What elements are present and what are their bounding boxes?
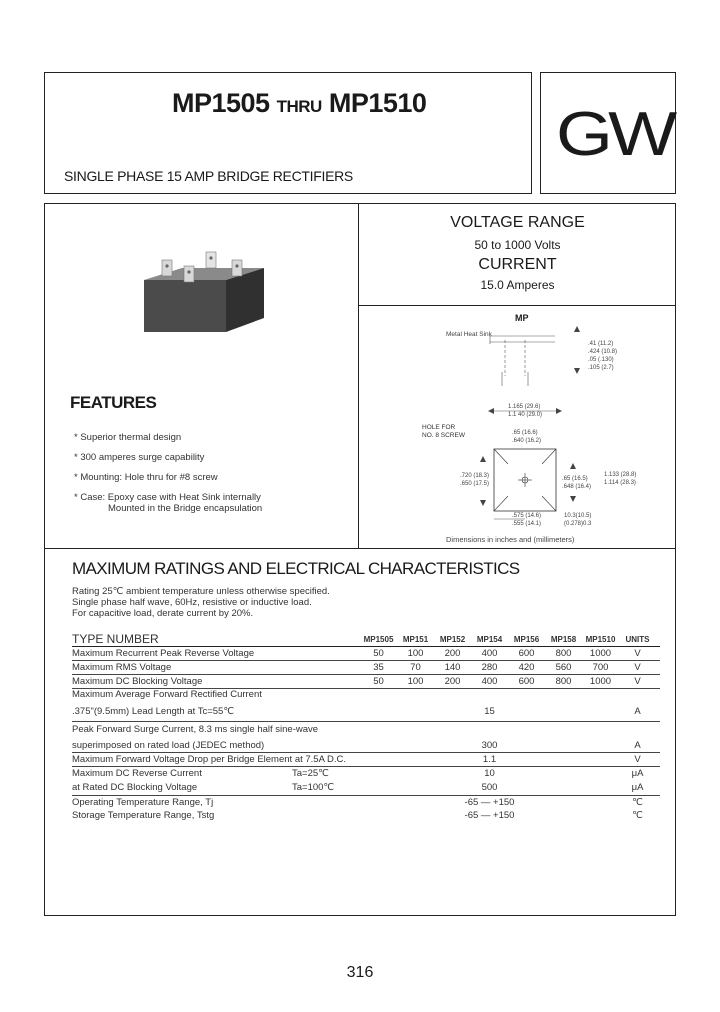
- feature-item: * Mounting: Hole thru for #8 screw: [74, 472, 218, 483]
- dim-label: .575 (14.6): [512, 513, 542, 519]
- features-title: FEATURES: [70, 393, 157, 412]
- cell: 100: [407, 676, 424, 687]
- table-row: [72, 675, 660, 689]
- ratings-table: [72, 632, 660, 822]
- row-label: at Rated DC Blocking Voltage: [72, 782, 198, 793]
- cell: 1.1: [482, 754, 497, 765]
- cell: 50: [373, 648, 384, 659]
- column-header: MP154: [476, 634, 503, 644]
- vertical-divider: [358, 203, 359, 549]
- part-end: MP1510: [328, 88, 427, 118]
- dim-label: 1.165 (29.6): [508, 404, 541, 410]
- page-number: 316: [346, 964, 374, 981]
- unit-cell: V: [634, 676, 641, 687]
- condition: Ta=25℃: [292, 768, 329, 779]
- unit-cell: μA: [631, 768, 644, 779]
- cell: 1000: [589, 676, 612, 687]
- row-label: Maximum RMS Voltage: [72, 662, 172, 673]
- package-label: MP: [515, 313, 529, 323]
- column-header: MP151: [402, 634, 429, 644]
- cell: 10: [484, 768, 495, 779]
- dim-label: .105 (2.7): [588, 365, 614, 371]
- unit-cell: A: [634, 740, 641, 751]
- row-label: superimposed on rated load (JEDEC method): [72, 740, 265, 751]
- table-row: [72, 809, 660, 822]
- unit-cell: V: [634, 648, 641, 659]
- heat-sink-label: Metal Heat Sink: [446, 331, 492, 338]
- column-header: MP152: [439, 634, 466, 644]
- condition: Ta=100℃: [292, 782, 335, 793]
- dim-label: .65 (16.5): [562, 476, 588, 482]
- subtitle: SINGLE PHASE 15 AMP BRIDGE RECTIFIERS: [64, 168, 353, 184]
- row-label: .375"(9.5mm) Lead Length at Tc=55℃: [72, 706, 235, 717]
- feature-item: * Superior thermal design: [74, 432, 182, 443]
- dimensions-caption: Dimensions in inches and (millimeters): [446, 535, 575, 544]
- row-label: Operating Temperature Range, Tj: [72, 797, 214, 808]
- type-number-label: TYPE NUMBER: [72, 632, 159, 646]
- dim-label: 1.114 (28.3): [604, 480, 636, 486]
- table-row: [72, 661, 660, 675]
- ratings-title: MAXIMUM RATINGS AND ELECTRICAL CHARACTERISTICS: [72, 559, 520, 578]
- dim-label: .41 (11.2): [588, 341, 614, 347]
- dim-label: .424 (10.8): [588, 349, 618, 355]
- row-label: Maximum Recurrent Peak Reverse Voltage: [72, 648, 255, 659]
- table-row: [72, 722, 660, 753]
- dim-label: .05 (.130): [588, 357, 614, 363]
- feature-item-cont: Mounted in the Bridge encapsulation: [108, 503, 263, 514]
- part-start: MP1505: [172, 88, 270, 118]
- row-label: Maximum DC Reverse Current: [72, 768, 202, 779]
- column-header: MP156: [513, 634, 540, 644]
- cell: 300: [481, 740, 498, 751]
- page-title: [172, 88, 426, 119]
- bridge-rectifier-image: [140, 246, 275, 338]
- dim-label: .65 (16.6): [512, 430, 538, 436]
- cell: 280: [481, 662, 498, 673]
- row-label: Maximum Average Forward Rectified Current: [72, 689, 262, 700]
- cell: 500: [481, 782, 498, 793]
- dim-label: .555 (14.1): [512, 521, 542, 527]
- cell: 400: [481, 676, 498, 687]
- table-header-row: [72, 632, 660, 647]
- feature-item: * Case: Epoxy case with Heat Sink internally: [74, 492, 261, 503]
- units-header: UNITS: [625, 634, 650, 644]
- gw-logo: GW: [556, 100, 673, 169]
- cell: 400: [481, 648, 498, 659]
- cell: 140: [444, 662, 461, 673]
- cell: 800: [555, 648, 572, 659]
- cell: 200: [444, 648, 461, 659]
- screw-label: NO. 8 SCREW: [422, 432, 465, 439]
- row-label: Peak Forward Surge Current, 8.3 ms single half sine-wave: [72, 724, 319, 735]
- rating-note: For capacitive load, derate current by 20%.: [72, 608, 254, 619]
- current-heading: CURRENT: [478, 256, 557, 273]
- table-row: [72, 796, 660, 809]
- cell: 15: [484, 706, 495, 717]
- unit-cell: ℃: [632, 810, 643, 821]
- cell: 600: [518, 676, 535, 687]
- cell: -65 — +150: [464, 797, 515, 808]
- unit-cell: μA: [631, 782, 644, 793]
- unit-cell: V: [634, 754, 641, 765]
- cell: 560: [555, 662, 572, 673]
- cell: -65 — +150: [464, 810, 515, 821]
- dim-label: .640 (16.2): [512, 438, 542, 444]
- hole-label: HOLE FOR: [422, 424, 456, 431]
- dim-label: .650 (17.5): [460, 481, 490, 487]
- row-label: Maximum DC Blocking Voltage: [72, 676, 203, 687]
- table-row: [72, 767, 660, 796]
- feature-item: * 300 amperes surge capability: [74, 452, 205, 463]
- table-row: [72, 753, 660, 767]
- cell: 420: [518, 662, 535, 673]
- cell: 100: [407, 648, 424, 659]
- column-header: MP1505: [363, 634, 394, 644]
- cell: 800: [555, 676, 572, 687]
- cell: 700: [592, 662, 609, 673]
- cell: 1000: [589, 648, 612, 659]
- cell: 200: [444, 676, 461, 687]
- horizontal-divider: [358, 305, 676, 306]
- column-header: MP158: [550, 634, 577, 644]
- dim-label: 1.133 (28.8): [604, 472, 637, 478]
- dim-label: .648 (16.4): [562, 484, 592, 490]
- table-row: [72, 647, 660, 661]
- dim-label: 1.1 40 (29.0): [508, 412, 543, 418]
- cell: 35: [373, 662, 384, 673]
- unit-cell: V: [634, 662, 641, 673]
- dim-label: 10.3(10.5): [564, 513, 592, 519]
- current-value: 15.0 Amperes: [480, 278, 555, 292]
- rating-note: Rating 25℃ ambient temperature unless otherwise specified.: [72, 586, 330, 597]
- rating-note: Single phase half wave, 60Hz, resistive or inductive load.: [72, 597, 312, 608]
- thru-label: THRU: [276, 97, 322, 116]
- unit-cell: A: [634, 706, 641, 717]
- cell: 600: [518, 648, 535, 659]
- table-row: [72, 689, 660, 722]
- dim-label: .720 (18.3): [460, 473, 490, 479]
- unit-cell: ℃: [632, 797, 643, 808]
- voltage-range-value: 50 to 1000 Volts: [474, 238, 561, 252]
- dim-label: (0.278)0.3: [564, 521, 592, 527]
- cell: 70: [410, 662, 421, 673]
- row-label: Storage Temperature Range, Tstg: [72, 810, 215, 821]
- row-label: Maximum Forward Voltage Drop per Bridge Element at 7.5A D.C.: [72, 754, 347, 765]
- cell: 50: [373, 676, 384, 687]
- voltage-range-heading: VOLTAGE RANGE: [450, 214, 585, 231]
- column-header: MP1510: [585, 634, 616, 644]
